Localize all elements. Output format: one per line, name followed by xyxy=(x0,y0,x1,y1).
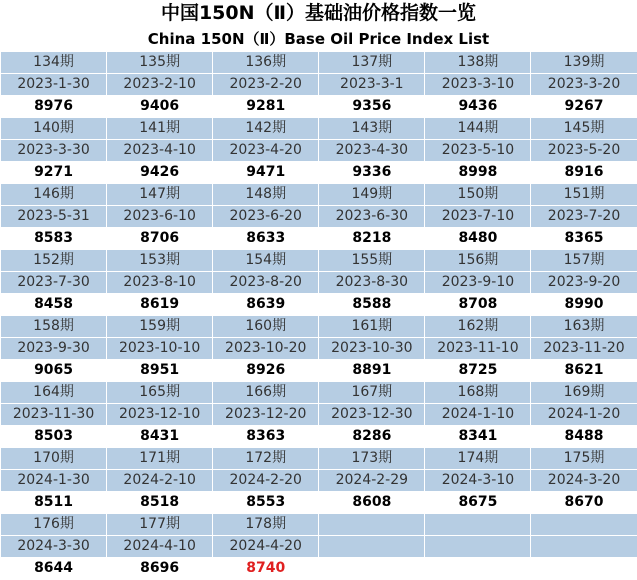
issue-number-cell xyxy=(531,514,637,536)
issue-number-cell: 172期 xyxy=(213,448,319,470)
price-value-cell xyxy=(319,558,425,580)
issue-date-cell: 2023-6-30 xyxy=(319,206,425,228)
issue-date-cell: 2023-11-10 xyxy=(425,338,531,360)
issue-number-cell: 149期 xyxy=(319,184,425,206)
price-value-row xyxy=(1,228,637,250)
price-value-cell: 8511 xyxy=(1,492,107,514)
issue-number-cell: 171期 xyxy=(107,448,213,470)
issue-number-row xyxy=(1,184,637,206)
issue-date-cell: 2023-7-20 xyxy=(531,206,637,228)
issue-number-cell: 139期 xyxy=(531,52,637,74)
issue-number-cell: 135期 xyxy=(107,52,213,74)
price-value-cell: 8990 xyxy=(531,294,637,316)
issue-number-cell: 141期 xyxy=(107,118,213,140)
issue-number-cell: 145期 xyxy=(531,118,637,140)
price-value-cell: 9065 xyxy=(1,360,107,382)
issue-number-cell: 169期 xyxy=(531,382,637,404)
price-value-cell: 8503 xyxy=(1,426,107,448)
price-value-cell: 9271 xyxy=(1,162,107,184)
issue-date-cell: 2023-7-30 xyxy=(1,272,107,294)
price-value-cell: 8218 xyxy=(319,228,425,250)
price-value-cell: 8725 xyxy=(425,360,531,382)
issue-date-row xyxy=(1,536,637,558)
issue-date-row xyxy=(1,404,637,426)
price-value-cell: 8518 xyxy=(107,492,213,514)
price-value-cell: 9471 xyxy=(213,162,319,184)
issue-date-row xyxy=(1,206,637,228)
issue-date-row xyxy=(1,272,637,294)
price-value-cell: 9336 xyxy=(319,162,425,184)
issue-number-cell: 166期 xyxy=(213,382,319,404)
issue-date-cell: 2023-1-30 xyxy=(1,74,107,96)
price-value-cell: 8951 xyxy=(107,360,213,382)
issue-date-row xyxy=(1,74,637,96)
issue-number-cell: 147期 xyxy=(107,184,213,206)
issue-number-cell: 175期 xyxy=(531,448,637,470)
issue-date-row xyxy=(1,470,637,492)
issue-number-cell: 158期 xyxy=(1,316,107,338)
issue-number-cell: 167期 xyxy=(319,382,425,404)
price-value-cell: 8926 xyxy=(213,360,319,382)
issue-date-cell: 2023-5-31 xyxy=(1,206,107,228)
issue-number-cell xyxy=(319,514,425,536)
issue-number-cell: 143期 xyxy=(319,118,425,140)
issue-number-row xyxy=(1,382,637,404)
issue-date-cell: 2023-3-30 xyxy=(1,140,107,162)
issue-number-cell: 152期 xyxy=(1,250,107,272)
price-value-row xyxy=(1,360,637,382)
issue-number-cell: 148期 xyxy=(213,184,319,206)
title-english: China 150N（Ⅱ）Base Oil Price Index List xyxy=(0,27,637,51)
price-value-cell: 8553 xyxy=(213,492,319,514)
issue-date-cell xyxy=(319,536,425,558)
issue-number-cell: 165期 xyxy=(107,382,213,404)
issue-number-cell: 168期 xyxy=(425,382,531,404)
issue-date-cell: 2023-8-10 xyxy=(107,272,213,294)
price-value-cell: 9436 xyxy=(425,96,531,118)
issue-date-cell: 2024-1-30 xyxy=(1,470,107,492)
issue-date-cell: 2023-12-20 xyxy=(213,404,319,426)
price-value-cell: 8708 xyxy=(425,294,531,316)
price-value-cell: 8633 xyxy=(213,228,319,250)
price-value-cell: 8998 xyxy=(425,162,531,184)
issue-date-cell: 2023-4-10 xyxy=(107,140,213,162)
issue-date-row xyxy=(1,338,637,360)
price-value-cell: 8675 xyxy=(425,492,531,514)
issue-number-cell: 146期 xyxy=(1,184,107,206)
price-value-cell: 8341 xyxy=(425,426,531,448)
issue-number-cell: 144期 xyxy=(425,118,531,140)
issue-date-cell: 2023-3-10 xyxy=(425,74,531,96)
price-value-cell xyxy=(425,558,531,580)
issue-number-row xyxy=(1,250,637,272)
price-value-cell: 8363 xyxy=(213,426,319,448)
issue-number-cell: 177期 xyxy=(107,514,213,536)
price-value-cell: 8639 xyxy=(213,294,319,316)
price-value-cell: 8740 xyxy=(213,558,319,580)
price-value-cell: 8644 xyxy=(1,558,107,580)
issue-date-cell: 2023-12-10 xyxy=(107,404,213,426)
issue-number-cell: 174期 xyxy=(425,448,531,470)
price-value-cell: 8588 xyxy=(319,294,425,316)
price-value-cell: 8891 xyxy=(319,360,425,382)
issue-number-cell: 178期 xyxy=(213,514,319,536)
price-value-cell: 8365 xyxy=(531,228,637,250)
price-value-cell: 8670 xyxy=(531,492,637,514)
price-value-cell: 8458 xyxy=(1,294,107,316)
issue-date-cell: 2023-2-20 xyxy=(213,74,319,96)
issue-date-cell: 2023-12-30 xyxy=(319,404,425,426)
price-value-cell: 8976 xyxy=(1,96,107,118)
issue-date-cell: 2023-7-10 xyxy=(425,206,531,228)
issue-number-cell: 153期 xyxy=(107,250,213,272)
issue-number-cell xyxy=(425,514,531,536)
issue-date-cell: 2023-3-20 xyxy=(531,74,637,96)
price-value-row xyxy=(1,162,637,184)
issue-number-cell: 164期 xyxy=(1,382,107,404)
issue-date-cell: 2023-4-30 xyxy=(319,140,425,162)
issue-number-row xyxy=(1,514,637,536)
price-value-cell: 9426 xyxy=(107,162,213,184)
price-value-cell: 8619 xyxy=(107,294,213,316)
issue-date-row xyxy=(1,140,637,162)
price-value-cell: 8706 xyxy=(107,228,213,250)
price-value-cell: 8286 xyxy=(319,426,425,448)
issue-date-cell: 2024-4-20 xyxy=(213,536,319,558)
issue-number-cell: 162期 xyxy=(425,316,531,338)
price-value-cell: 8916 xyxy=(531,162,637,184)
issue-date-cell: 2023-10-10 xyxy=(107,338,213,360)
issue-number-cell: 173期 xyxy=(319,448,425,470)
issue-number-row xyxy=(1,52,637,74)
issue-date-cell xyxy=(425,536,531,558)
issue-number-cell: 140期 xyxy=(1,118,107,140)
issue-date-cell: 2024-2-29 xyxy=(319,470,425,492)
issue-number-cell: 161期 xyxy=(319,316,425,338)
issue-number-row xyxy=(1,448,637,470)
issue-number-cell: 142期 xyxy=(213,118,319,140)
issue-date-cell: 2023-8-30 xyxy=(319,272,425,294)
issue-number-cell: 157期 xyxy=(531,250,637,272)
issue-number-cell: 151期 xyxy=(531,184,637,206)
price-value-cell: 9281 xyxy=(213,96,319,118)
issue-number-cell: 150期 xyxy=(425,184,531,206)
issue-number-cell: 138期 xyxy=(425,52,531,74)
issue-number-cell: 155期 xyxy=(319,250,425,272)
issue-number-cell: 134期 xyxy=(1,52,107,74)
price-value-cell: 8583 xyxy=(1,228,107,250)
price-value-cell xyxy=(531,558,637,580)
issue-date-cell: 2024-3-10 xyxy=(425,470,531,492)
price-value-cell: 8488 xyxy=(531,426,637,448)
issue-date-cell: 2023-9-30 xyxy=(1,338,107,360)
issue-date-cell: 2023-5-10 xyxy=(425,140,531,162)
issue-date-cell: 2024-1-10 xyxy=(425,404,531,426)
issue-date-cell: 2023-6-20 xyxy=(213,206,319,228)
issue-date-cell: 2023-4-20 xyxy=(213,140,319,162)
issue-number-cell: 136期 xyxy=(213,52,319,74)
price-value-row xyxy=(1,294,637,316)
price-value-cell: 8480 xyxy=(425,228,531,250)
issue-date-cell: 2024-1-20 xyxy=(531,404,637,426)
issue-number-cell: 159期 xyxy=(107,316,213,338)
issue-number-cell: 176期 xyxy=(1,514,107,536)
issue-date-cell: 2023-3-1 xyxy=(319,74,425,96)
issue-date-cell: 2024-3-30 xyxy=(1,536,107,558)
price-value-row xyxy=(1,426,637,448)
issue-date-cell: 2024-2-20 xyxy=(213,470,319,492)
issue-number-cell: 154期 xyxy=(213,250,319,272)
issue-number-cell: 160期 xyxy=(213,316,319,338)
issue-date-cell: 2024-2-10 xyxy=(107,470,213,492)
issue-date-cell: 2024-3-20 xyxy=(531,470,637,492)
issue-date-cell: 2023-9-20 xyxy=(531,272,637,294)
issue-date-cell xyxy=(531,536,637,558)
price-value-cell: 9356 xyxy=(319,96,425,118)
price-value-cell: 8608 xyxy=(319,492,425,514)
issue-date-cell: 2023-2-10 xyxy=(107,74,213,96)
issue-number-cell: 170期 xyxy=(1,448,107,470)
issue-date-cell: 2023-8-20 xyxy=(213,272,319,294)
issue-date-cell: 2023-10-30 xyxy=(319,338,425,360)
issue-date-cell: 2023-9-10 xyxy=(425,272,531,294)
price-value-row xyxy=(1,492,637,514)
price-value-cell: 8431 xyxy=(107,426,213,448)
issue-date-cell: 2023-11-20 xyxy=(531,338,637,360)
price-value-cell: 8696 xyxy=(107,558,213,580)
issue-date-cell: 2023-5-20 xyxy=(531,140,637,162)
issue-number-row xyxy=(1,316,637,338)
issue-number-cell: 137期 xyxy=(319,52,425,74)
price-value-cell: 8621 xyxy=(531,360,637,382)
price-index-table xyxy=(0,51,637,580)
issue-number-cell: 163期 xyxy=(531,316,637,338)
price-value-cell: 9406 xyxy=(107,96,213,118)
issue-date-cell: 2023-10-20 xyxy=(213,338,319,360)
price-value-row xyxy=(1,96,637,118)
issue-number-row xyxy=(1,118,637,140)
issue-number-cell: 156期 xyxy=(425,250,531,272)
issue-date-cell: 2023-11-30 xyxy=(1,404,107,426)
price-value-cell: 9267 xyxy=(531,96,637,118)
title-chinese: 中国150N（Ⅱ）基础油价格指数一览 xyxy=(0,0,637,27)
issue-date-cell: 2024-4-10 xyxy=(107,536,213,558)
price-value-row xyxy=(1,558,637,580)
issue-date-cell: 2023-6-10 xyxy=(107,206,213,228)
